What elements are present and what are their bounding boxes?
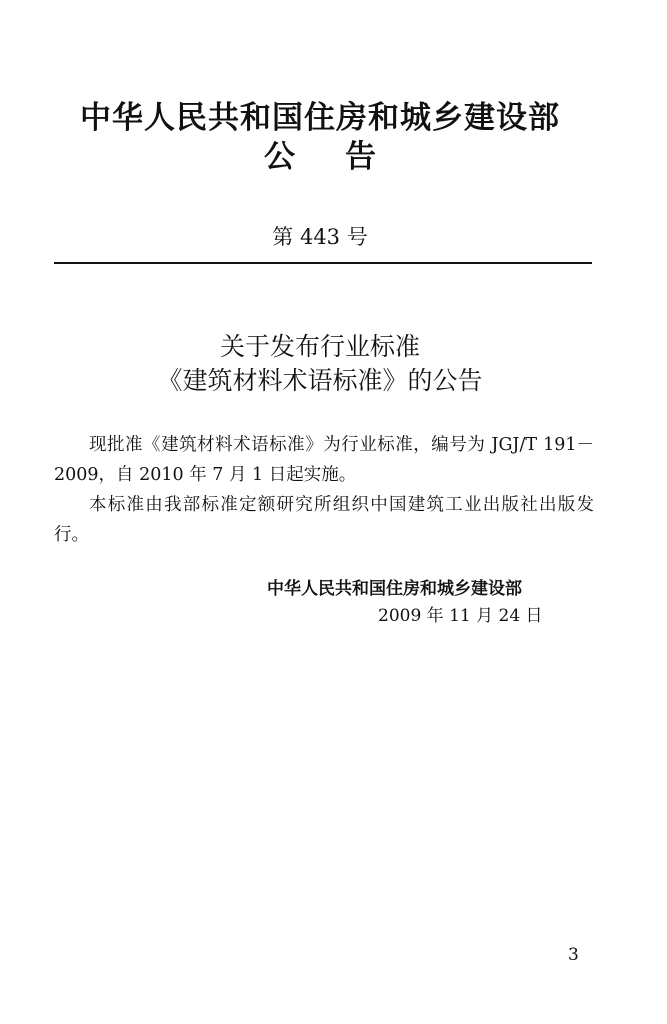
document-number: 第 443 号 <box>272 225 368 249</box>
announcement-body <box>54 430 594 550</box>
announcement-title-line-1: 关于发布行业标准 <box>219 332 420 361</box>
body-paragraph-approval: 现批准《建筑材料术语标准》为行业标准，编号为 JGJ/T 191－2009，自 2010 年 7 月 1 日起实施。 <box>54 435 594 485</box>
notice-heading: 公告 <box>264 139 426 175</box>
header-divider <box>54 262 592 264</box>
signature-date: 2009 年 11 月 24 日 <box>378 606 543 626</box>
body-paragraph-publication: 本标准由我部标准定额研究所组织中国建筑工业出版社出版发行。 <box>54 495 594 545</box>
signature-issuer: 中华人民共和国住房和城乡建设部 <box>267 579 522 599</box>
issuer-heading: 中华人民共和国住房和城乡建设部 <box>80 100 560 136</box>
page-number: 3 <box>568 945 579 965</box>
announcement-title-line-2: 《建筑材料术语标准》的公告 <box>157 366 483 395</box>
